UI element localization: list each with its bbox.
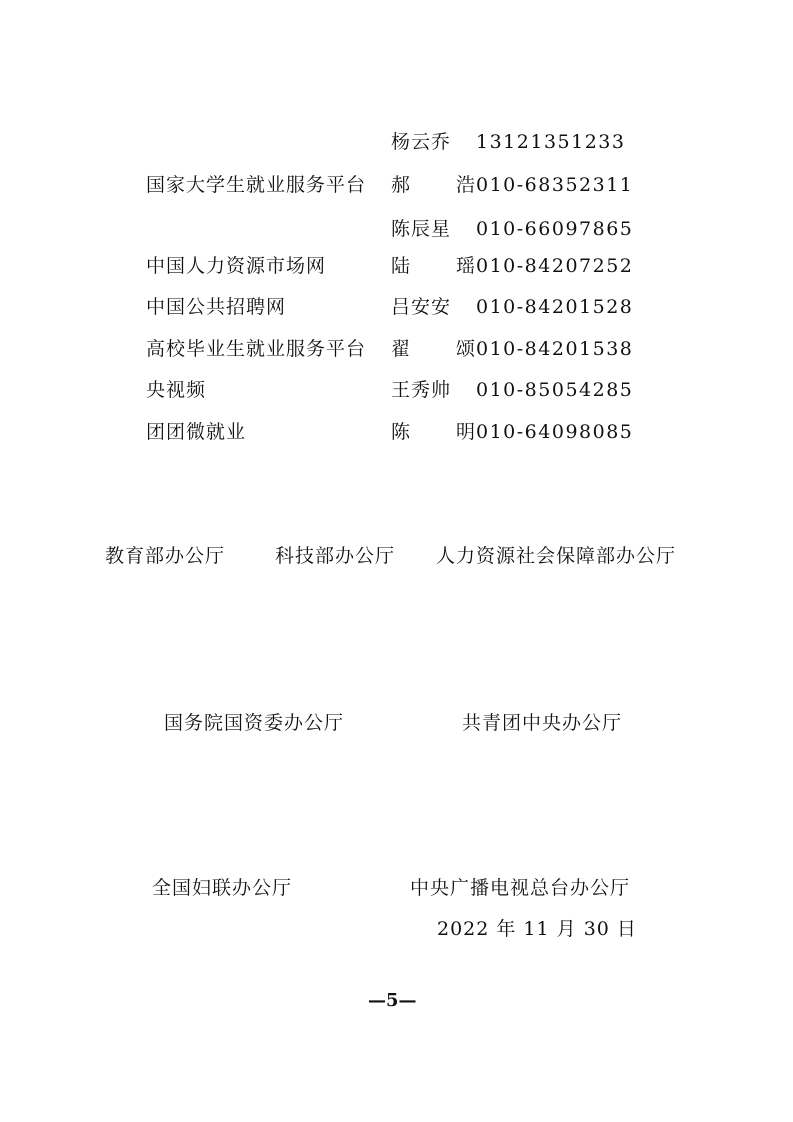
contact-org: 中国人力资源市场网 [146,255,327,277]
contact-name: 郝 浩 [391,174,496,196]
contact-name: 翟 颂 [391,338,496,360]
signatory-cmg: 中央广播电视总台办公厅 [410,877,631,899]
signatory-cyl: 共青团中央办公厅 [462,712,623,734]
contact-phone: 010-84201538 [476,338,634,360]
contact-phone: 010-84201528 [476,296,634,318]
contact-name: 陆 瑶 [391,255,496,277]
signatory-acwf: 全国妇联办公厅 [152,877,293,899]
contact-name: 陈辰星 [391,218,452,240]
signatory-most: 科技部办公厅 [275,545,396,567]
contact-name: 王秀帅 [391,379,452,401]
contact-phone: 010-66097865 [476,218,634,240]
contact-org: 中国公共招聘网 [146,296,287,318]
contact-org: 团团微就业 [146,421,247,443]
contact-org: 高校毕业生就业服务平台 [146,338,367,360]
page-number: —5— [368,990,417,1011]
contact-phone: 010-84207252 [476,255,634,277]
contact-name: 杨云乔 [391,131,452,153]
contact-phone: 010-64098085 [476,421,634,443]
contact-phone: 010-85054285 [476,379,634,401]
contact-name: 陈 明 [391,421,496,443]
document-date: 2022 年 11 月 30 日 [437,918,637,940]
contact-org: 央视频 [146,379,207,401]
contact-phone: 010-68352311 [476,174,634,196]
signatory-sasac: 国务院国资委办公厅 [164,712,345,734]
contact-phone: 13121351233 [476,131,626,153]
signatory-mohrss: 人力资源社会保障部办公厅 [436,545,677,567]
contact-name: 吕安安 [391,296,452,318]
signatory-moe: 教育部办公厅 [105,545,226,567]
contact-org: 国家大学生就业服务平台 [146,174,367,196]
